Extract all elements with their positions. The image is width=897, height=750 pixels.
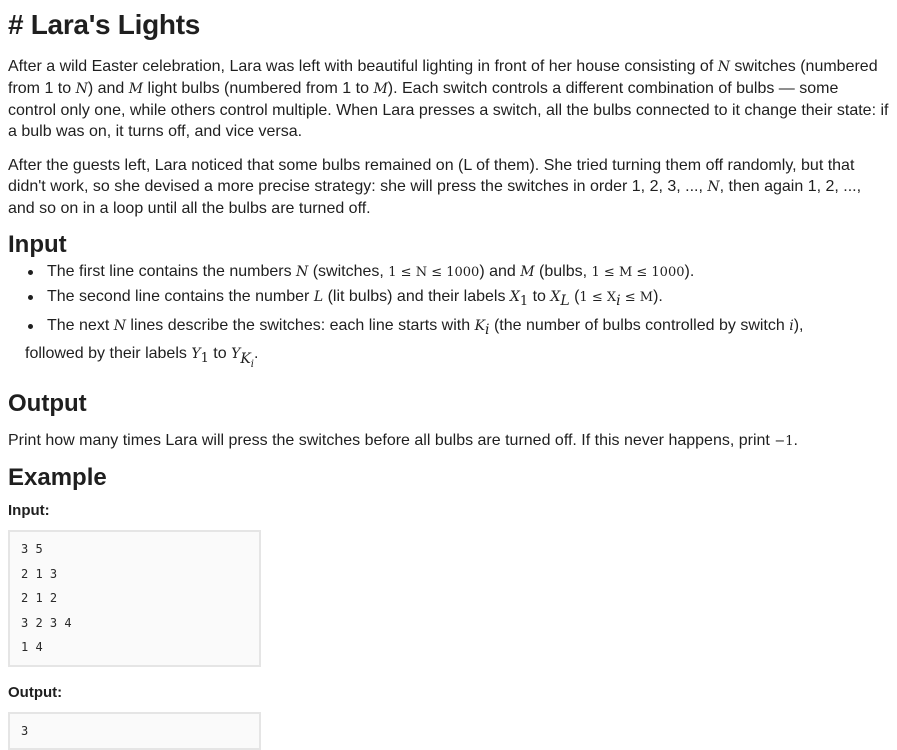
code-line: 2 1 2 <box>21 591 58 606</box>
input-item-2: The second line contains the number L (lit bulbs) and their labels $X_1$ to $X_L$ $(1 \le X_i \le M)$. <box>47 285 889 314</box>
input-item-1: The first line contains the numbers N (switches, 1 ≤ N ≤ 1000) and M (bulbs, 1 ≤ M ≤ 1000). <box>47 260 889 285</box>
example-input-label: Input: <box>8 502 50 520</box>
input-list <box>8 260 889 376</box>
example-output-block <box>8 712 261 750</box>
example-output-label: Output: <box>8 683 63 701</box>
example-heading: Example <box>8 464 107 492</box>
intro-paragraph-1: After a wild Easter celebration, Lara was left with beautiful lighting in front of her house consisting of N switches (numbered from 1 to N) and M light bulbs (numbered from 1 to M). Each switch controls a different combination of bulbs — some control only one, while others control multiple. When Lara presses a switch, all the bulbs connected to it change their state: if a bulb was on, it turns off, and vice versa. <box>8 58 889 140</box>
input-item-3: The next N lines describe the switches: each line starts with $K_i$ (the number of bulbs controlled by switch i), followed by their labels $Y_1$ to $Y_{K_i}$. <box>47 314 889 376</box>
code-line: 1 4 <box>21 640 43 655</box>
code-line: 2 1 3 <box>21 566 58 581</box>
intro-paragraph-2: After the guests left, Lara noticed that some bulbs remained on (L of them). She tried turning them off randomly, but that didn't work, so she devised a more precise strategy: she will press the switches in order 1, 2, 3, ..., N, then again 1, 2, ..., and so on in a loop until all the bulbs are turned off. <box>8 157 862 217</box>
input-heading: Input <box>8 231 67 258</box>
code-line: 3 2 3 4 <box>21 615 72 630</box>
example-input-block <box>8 530 261 667</box>
output-description: Print how many times Lara will press the switches before all bulbs are turned off. If this never happens, print −1. <box>8 432 798 450</box>
code-line: 3 5 <box>21 542 43 557</box>
page-title: # Lara's Lights <box>8 9 200 40</box>
code-line: 3 <box>21 723 29 738</box>
output-heading: Output <box>8 390 87 418</box>
